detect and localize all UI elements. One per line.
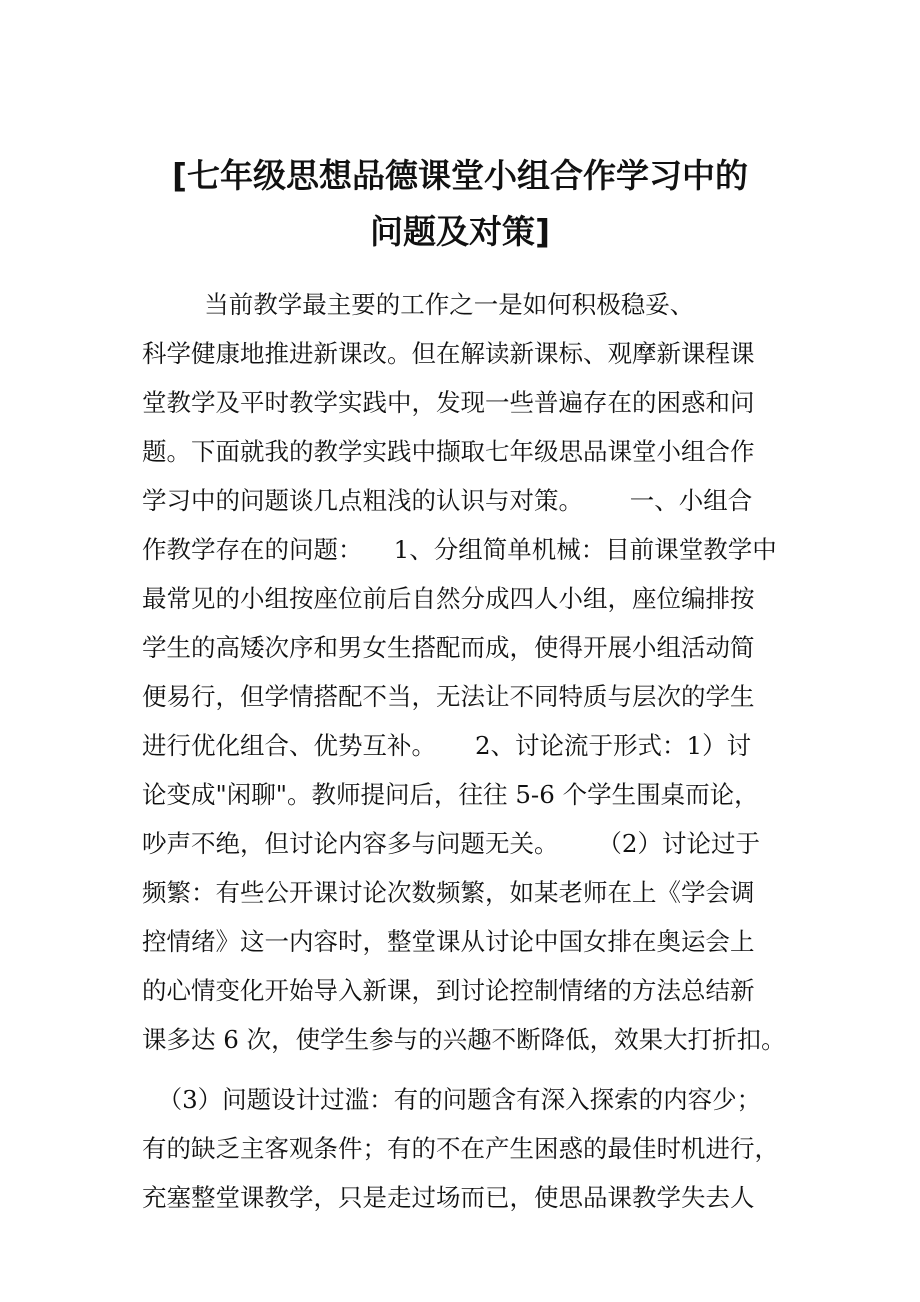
body-line: （3）问题设计过滥：有的问题含有深入探索的内容少； — [142, 1085, 762, 1114]
body-line: 题。下面就我的教学实践中撷取七年级思品课堂小组合作 — [142, 437, 755, 466]
body-line: 吵声不绝，但讨论内容多与问题无关。 （2）讨论过于 — [142, 829, 761, 858]
body-line: 控情绪》这一内容时，整堂课从讨论中国女排在奥运会上 — [142, 927, 755, 956]
body-line: 学生的高矮次序和男女生搭配而成，使得开展小组活动简 — [142, 633, 755, 662]
body-line: 频繁：有些公开课讨论次数频繁，如某老师在上《学会调 — [142, 878, 755, 907]
body-line: 科学健康地推进新课改。但在解读新课标、观摩新课程课 — [142, 339, 755, 368]
document-title-line-1: [七年级思想品德课堂小组合作学习中的 — [171, 156, 749, 195]
body-line: 当前教学最主要的工作之一是如何积极稳妥、 — [142, 290, 695, 319]
body-line: 论变成"闲聊"。教师提问后，往往 5-6 个学生围桌而论， — [142, 780, 759, 809]
body-line: 充塞整堂课教学，只是走过场而已，使思品课教学失去人 — [142, 1183, 755, 1212]
body-line: 课多达 6 次，使学生参与的兴趣不断降低，效果大打折扣。 — [142, 1025, 786, 1054]
body-line: 堂教学及平时教学实践中，发现一些普遍存在的困惑和问 — [142, 388, 755, 417]
body-line: 进行优化组合、优势互补。 2、讨论流于形式：1）讨 — [142, 731, 752, 760]
body-line: 的心情变化开始导入新课，到讨论控制情绪的方法总结新 — [142, 976, 755, 1005]
body-line: 便易行，但学情搭配不当，无法让不同特质与层次的学生 — [142, 682, 755, 711]
body-line: 有的缺乏主客观条件；有的不在产生困惑的最佳时机进行， — [142, 1134, 779, 1163]
body-line: 学习中的问题谈几点粗浅的认识与对策。 一、小组合 — [142, 486, 753, 515]
document-title-line-2: 问题及对策] — [369, 212, 551, 251]
body-line: 最常见的小组按座位前后自然分成四人小组，座位编排按 — [142, 584, 755, 613]
body-line: 作教学存在的问题： 1、分组简单机械：目前课堂教学中 — [142, 535, 777, 564]
